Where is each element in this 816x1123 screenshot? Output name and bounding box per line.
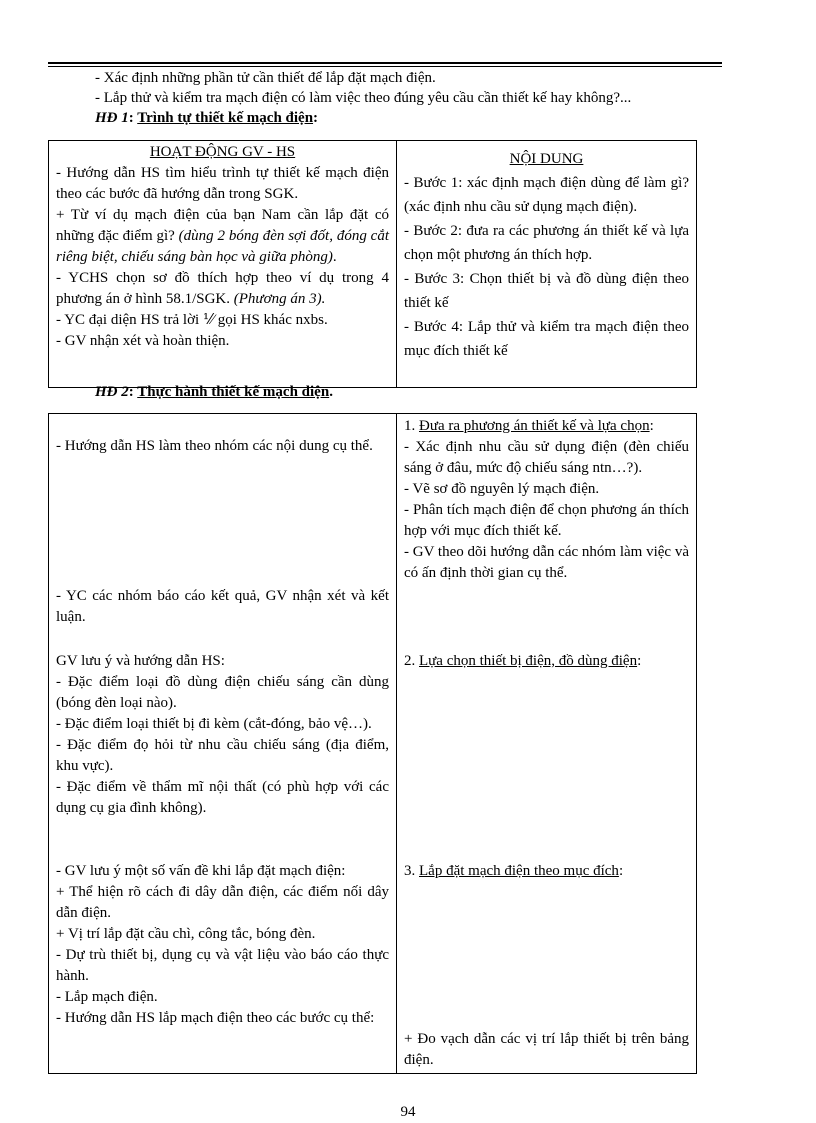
list-item: - Hướng dẫn HS làm theo nhóm các nội dung cụ thể. <box>56 438 373 454</box>
header-rule-thin <box>48 66 722 67</box>
heading-label: HĐ 2 <box>95 384 129 400</box>
list-item: GV lưu ý và hướng dẫn HS: <box>56 653 225 669</box>
list-item: - Bước 4: Lắp thử và kiểm tra mạch điện theo mục đích thiết kế <box>404 319 689 359</box>
list-item: + Thể hiện rõ cách đi dây dẫn điện, các điểm nối dây dẫn điện. <box>56 884 389 921</box>
list-item: + Từ ví dụ mạch điện của bạn Nam cần lắp đặt có những đặc điểm gì? (dùng 2 bóng đèn sợi đốt, đóng cắt riêng biệt, chiếu sáng bàn học và giữa phòng). <box>56 207 389 265</box>
list-item: - Vẽ sơ đồ nguyên lý mạch điện. <box>404 481 600 497</box>
activities-cell <box>49 141 397 388</box>
list-item: - Phân tích mạch điện để chọn phương án thích hợp với mục đích thiết kế. <box>404 502 689 539</box>
activities-cell <box>49 414 397 1074</box>
list-item: - Bước 1: xác định mạch điện dùng để làm gì? (xác định nhu cầu sử dụng mạch điện). <box>404 175 689 215</box>
list-item: - GV nhận xét và hoàn thiện. <box>56 333 230 349</box>
list-item: 1. Đưa ra phương án thiết kế và lựa chọn: <box>404 418 654 434</box>
header-rule-thick <box>48 62 722 64</box>
list-item: + Vị trí lắp đặt cầu chì, công tắc, bóng đèn. <box>56 926 316 942</box>
content-cell <box>397 414 697 1074</box>
list-item: - Xác định nhu cầu sử dụng điện (đèn chiếu sáng ở đâu, mức độ chiếu sáng ntn…?). <box>404 439 689 476</box>
list-item: - Đặc điểm về thẩm mĩ nội thất (có phù hợp với các dụng cụ gia đình không). <box>56 779 389 816</box>
activity-table-1 <box>48 140 697 388</box>
column-header-activities: HOẠT ĐỘNG GV - HS <box>149 144 296 160</box>
page-number: 94 <box>400 1104 416 1120</box>
column-header-content: NỘI DUNG <box>509 151 584 167</box>
list-item: - Bước 3: Chọn thiết bị và đồ dùng điện theo thiết kế <box>404 271 689 311</box>
list-item: - Hướng dẫn HS tìm hiểu trình tự thiết kế mạch điện theo các bước đã hướng dẫn trong SGK. <box>56 165 389 202</box>
intro-line-1: - Xác định những phần tử cần thiết để lắp đặt mạch điện. <box>95 70 436 86</box>
list-item: - Đặc điểm loại thiết bị đi kèm (cắt-đóng, bảo vệ…). <box>56 716 372 732</box>
list-item: - Lắp mạch điện. <box>56 989 158 1005</box>
list-item: - GV theo dõi hướng dẫn các nhóm làm việc và có ấn định thời gian cụ thể. <box>404 544 689 581</box>
install-notes-block <box>56 861 389 1029</box>
list-item: + Đo vạch dẫn các vị trí lắp thiết bị trên bảng điện. <box>404 1031 689 1068</box>
section-heading-hd1: HĐ 1: Trình tự thiết kế mạch điện: <box>95 110 319 126</box>
heading-title: Trình tự thiết kế mạch điện <box>137 110 314 126</box>
intro-line-2: - Lắp thử và kiểm tra mạch điện có làm việc theo đúng yêu cầu cần thiết kế hay không?... <box>95 90 632 106</box>
list-item: 3. Lắp đặt mạch điện theo mục đích: <box>404 863 624 879</box>
list-item: - GV lưu ý một số vấn đề khi lắp đặt mạch điện: <box>56 863 346 879</box>
list-item: - YCHS chọn sơ đồ thích hợp theo ví dụ trong 4 phương án ở hình 58.1/SGK. (Phương án 3). <box>56 270 389 307</box>
table-row <box>49 141 697 388</box>
guidance-block <box>56 651 389 819</box>
list-item: - Dự trù thiết bị, dụng cụ và vật liệu vào báo cáo thực hành. <box>56 947 389 984</box>
intro-text <box>95 68 735 108</box>
content-cell <box>397 141 697 388</box>
list-item: - Đặc điểm loại đồ dùng điện chiếu sáng cần dùng (bóng đèn loại nào). <box>56 674 389 711</box>
table-row <box>49 414 697 1074</box>
list-item: - YC các nhóm báo cáo kết quả, GV nhận xét và kết luận. <box>56 588 389 625</box>
heading-title: Thực hành thiết kế mạch điện <box>137 384 330 400</box>
activity-table-2 <box>48 413 697 1074</box>
list-item: - YC đại diện HS trả lời ⅟⁄ gọi HS khác nxbs. <box>56 312 328 328</box>
heading-label: HĐ 1 <box>95 110 129 126</box>
step-1-block <box>404 416 689 584</box>
list-item: - Bước 2: đưa ra các phương án thiết kế và lựa chọn một phương án thích hợp. <box>404 223 689 263</box>
list-item: 2. Lựa chọn thiết bị điện, đồ dùng điện: <box>404 653 642 669</box>
list-item: - Hướng dẫn HS lắp mạch điện theo các bước cụ thể: <box>56 1010 375 1026</box>
section-heading-hd2: HĐ 2: Thực hành thiết kế mạch điện. <box>95 384 333 400</box>
list-item: - Đặc điểm đọ hỏi từ nhu cầu chiếu sáng (địa điểm, khu vực). <box>56 737 389 774</box>
